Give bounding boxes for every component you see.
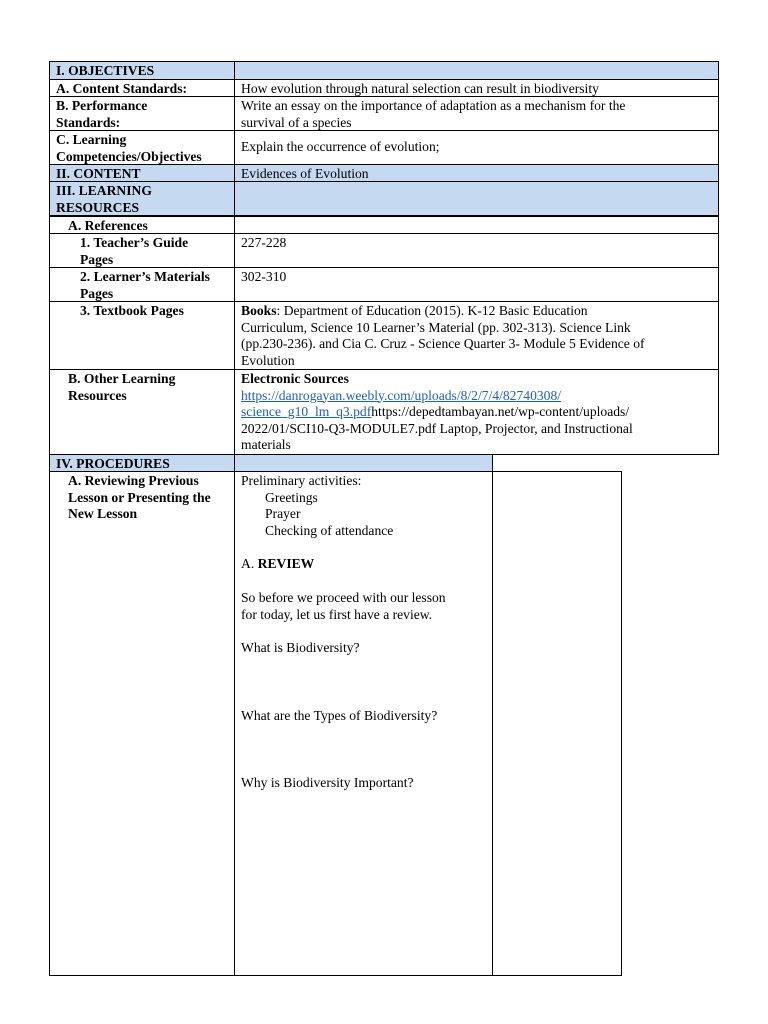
- teachers-guide-label-2: Pages: [80, 251, 114, 267]
- reviewing-label-1: A. Reviewing Previous: [68, 473, 199, 488]
- review-intro-2: for today, let us first have a review.: [241, 606, 433, 622]
- textbook-line-4: Evolution: [241, 352, 295, 368]
- learners-materials-value-cell: [234, 267, 719, 302]
- reviewing-label-2: Lesson or Presenting the: [68, 489, 211, 505]
- content-value-cell: [234, 164, 719, 182]
- performance-standards-label-2: Standards:: [56, 114, 121, 130]
- other-resources-label-cell: [49, 369, 235, 455]
- teachers-guide-value-cell: [234, 233, 719, 268]
- textbook-line-1: : Department of Education (2015). K-12 Basic Education: [276, 303, 588, 318]
- other-resources-value-cell: [234, 369, 719, 455]
- content-standards-label: A. Content Standards:: [56, 81, 188, 96]
- textbook-line-3: (pp.230-236). and Cia C. Cruz - Science Quarter 3- Module 5 Evidence of: [241, 336, 645, 352]
- preliminary-activities: Preliminary activities:: [241, 473, 362, 488]
- learning-resources-header-2: RESOURCES: [56, 199, 140, 215]
- teachers-guide-value: 227-228: [241, 235, 287, 250]
- references-value-cell: [234, 216, 719, 234]
- other-resources-label-2: Resources: [68, 387, 127, 403]
- performance-standards-value-2: survival of a species: [241, 114, 352, 130]
- teachers-guide-label-cell: [49, 233, 235, 268]
- performance-standards-value-1: Write an essay on the importance of adaptation as a mechanism for the: [241, 98, 626, 113]
- references-label-cell: [49, 216, 235, 234]
- textbook-label-cell: [49, 301, 235, 370]
- objectives-header-text: I. OBJECTIVES: [56, 63, 155, 78]
- content-standards-value: How evolution through natural selection can result in biodiversity: [241, 81, 599, 96]
- objectives-header-blank: [234, 61, 719, 80]
- preliminary-item-prayer: Prayer: [265, 506, 301, 522]
- review-heading: REVIEW: [257, 556, 315, 572]
- review-question-1: What is Biodiversity?: [241, 640, 360, 656]
- reviewing-teacher-cell: [234, 471, 493, 976]
- objectives-header: [49, 61, 235, 80]
- other-resources-label-1: B. Other Learning: [68, 371, 176, 386]
- electronic-source-url-text: https://depedtambayan.net/wp-content/uploads/: [371, 404, 630, 420]
- learners-materials-label-1: 2. Learner’s Materials: [80, 269, 210, 284]
- learners-materials-value: 302-310: [241, 269, 287, 284]
- other-resources-line-4: materials: [241, 437, 291, 453]
- performance-standards-value-cell: [234, 96, 719, 131]
- procedures-header: IV. PROCEDURES: [56, 456, 170, 471]
- reviewing-label-3: New Lesson: [68, 506, 138, 522]
- performance-standards-label-cell: [49, 96, 235, 131]
- content-standards-label-cell: [49, 79, 235, 97]
- textbook-value-cell: [234, 301, 719, 370]
- review-prefix: A.: [241, 556, 258, 572]
- preliminary-item-attendance: Checking of attendance: [265, 522, 394, 538]
- books-bold-label: Books: [241, 303, 277, 318]
- learning-resources-header-cell: [49, 181, 235, 216]
- electronic-sources-label: Electronic Sources: [241, 371, 349, 386]
- competencies-label-2: Competencies/Objectives: [56, 148, 202, 164]
- review-question-3: Why is Biodiversity Important?: [241, 775, 414, 791]
- learners-materials-label-cell: [49, 267, 235, 302]
- electronic-source-link-2[interactable]: science_g10_lm_q3.pdf: [241, 404, 372, 420]
- content-standards-value-cell: [234, 79, 719, 97]
- learning-resources-header-blank: [234, 181, 719, 216]
- review-intro-1: So before we proceed with our lesson: [241, 589, 446, 605]
- teachers-guide-label-1: 1. Teacher’s Guide: [80, 235, 189, 250]
- content-label-cell: [49, 164, 235, 182]
- references-label: A. References: [68, 218, 148, 233]
- learning-resources-header-1: III. LEARNING: [56, 183, 152, 198]
- competencies-value-cell: [234, 130, 719, 165]
- other-resources-line-3: 2022/01/SCI10-Q3-MODULE7.pdf Laptop, Projector, and Instructional: [241, 420, 633, 436]
- reviewing-label-cell: [49, 471, 235, 976]
- reviewing-student-cell: [492, 471, 622, 976]
- procedures-header-blank: [234, 454, 493, 472]
- review-question-2: What are the Types of Biodiversity?: [241, 707, 438, 723]
- content-label: II. CONTENT: [56, 166, 141, 181]
- competencies-label-1: C. Learning: [56, 132, 127, 147]
- content-value: Evidences of Evolution: [241, 166, 369, 181]
- textbook-label: 3. Textbook Pages: [80, 303, 184, 318]
- textbook-line-2: Curriculum, Science 10 Learner’s Material (pp. 302-313). Science Link: [241, 319, 631, 335]
- preliminary-item-greetings: Greetings: [265, 489, 318, 505]
- competencies-label-cell: [49, 130, 235, 165]
- electronic-source-link-1[interactable]: https://danrogayan.weebly.com/uploads/8/2/7/4/82740308/: [241, 387, 562, 403]
- learners-materials-label-2: Pages: [80, 285, 114, 301]
- procedures-header-cell: [49, 454, 235, 472]
- performance-standards-label-1: B. Performance: [56, 98, 148, 113]
- competencies-value: Explain the occurrence of evolution;: [241, 139, 440, 154]
